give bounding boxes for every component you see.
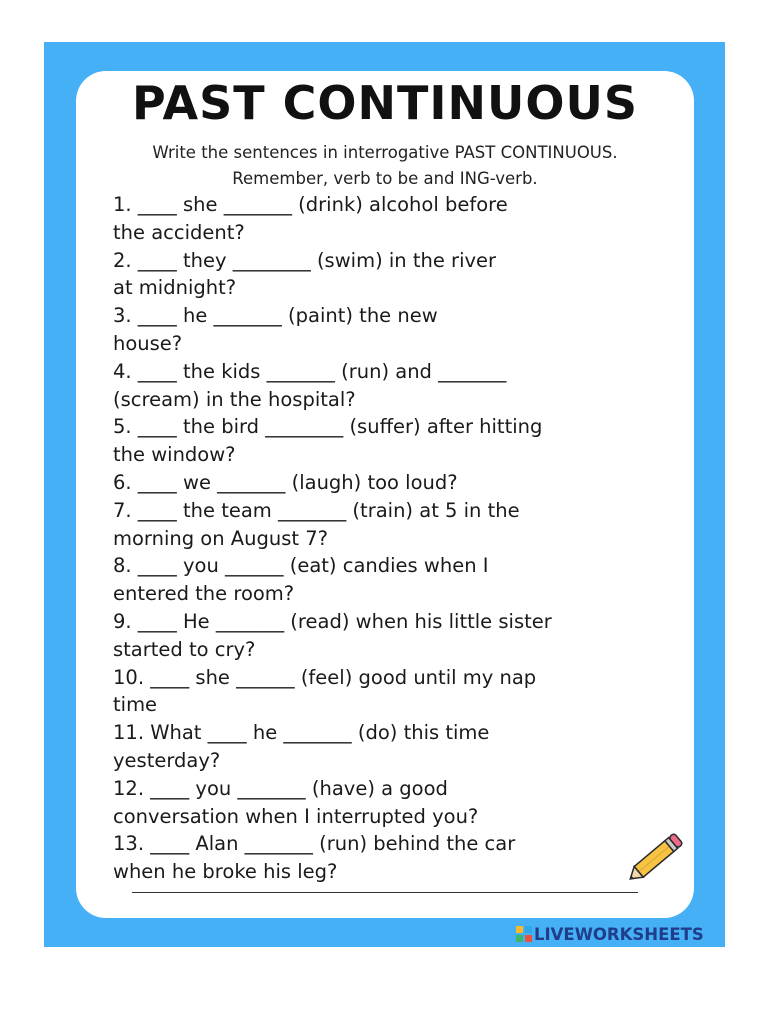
question-line: when he broke his leg?: [113, 860, 338, 884]
question-list: [113, 191, 683, 886]
question-line: conversation when I interrupted you?: [113, 804, 479, 828]
instructions: [76, 140, 694, 192]
question-line: 13. ____ Alan _______ (run) behind the car: [113, 832, 516, 856]
question-line: 2. ____ they ________ (swim) in the river: [113, 248, 497, 272]
question-line: 9. ____ He _______ (read) when his little sister: [113, 609, 552, 633]
question-line: entered the room?: [113, 582, 295, 606]
question-line: 4. ____ the kids _______ (run) and _______: [113, 359, 507, 383]
bottom-rule: [132, 892, 638, 893]
question-line: 12. ____ you _______ (have) a good: [113, 776, 448, 800]
instruction-line-1: Write the sentences in interrogative PAST CONTINUOUS.: [152, 143, 618, 162]
question-line: morning on August 7?: [113, 526, 328, 550]
question-line: (scream) in the hospital?: [113, 387, 356, 411]
liveworksheets-logo-icon: [516, 926, 532, 942]
question-line: 10. ____ she ______ (feel) good until my nap: [113, 665, 537, 689]
question-line: 8. ____ you ______ (eat) candies when I: [113, 554, 489, 578]
question-line: 7. ____ the team _______ (train) at 5 in the: [113, 498, 520, 522]
pencil-icon: [620, 828, 688, 890]
liveworksheets-logo: [516, 922, 704, 946]
instruction-line-2: Remember, verb to be and ING-verb.: [232, 169, 538, 188]
question-line: 6. ____ we _______ (laugh) too loud?: [113, 470, 458, 494]
question-line: 3. ____ he _______ (paint) the new: [113, 304, 438, 328]
worksheet-title: PAST CONTINUOUS: [132, 76, 638, 130]
question-line: started to cry?: [113, 637, 256, 661]
question-line: time: [113, 693, 158, 717]
question-line: the accident?: [113, 220, 245, 244]
question-line: 1. ____ she _______ (drink) alcohol before: [113, 193, 508, 216]
question-line: 5. ____ the bird ________ (suffer) after hitting: [113, 415, 543, 439]
question-line: 11. What ____ he _______ (do) this time: [113, 721, 490, 745]
logo-text: LIVEWORKSHEETS: [534, 924, 704, 944]
question-line: house?: [113, 331, 183, 355]
question-line: at midnight?: [113, 276, 237, 300]
question-line: the window?: [113, 443, 236, 467]
question-line: yesterday?: [113, 748, 221, 772]
